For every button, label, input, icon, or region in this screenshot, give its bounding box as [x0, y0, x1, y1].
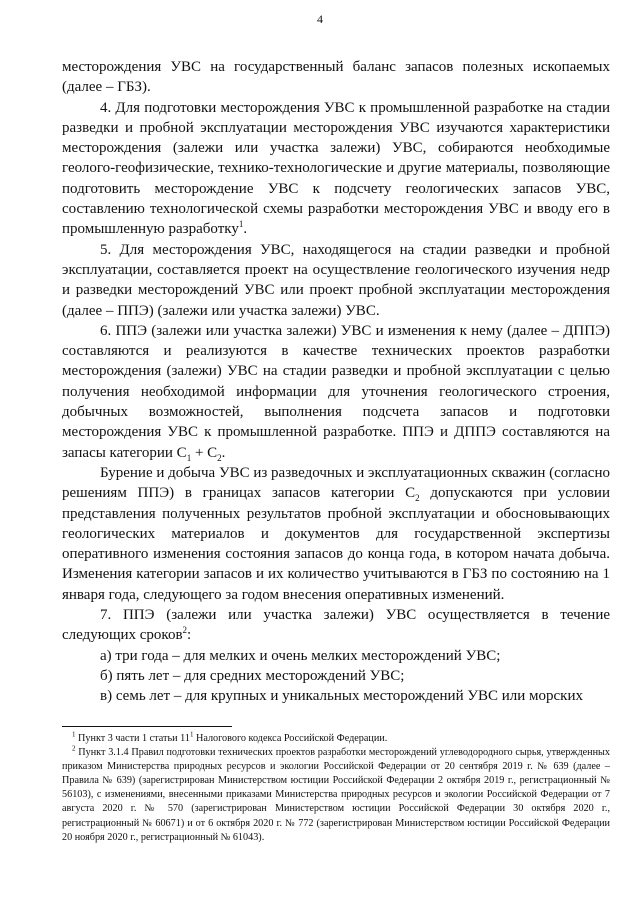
- paragraph-item-5: 5. Для месторождения УВС, находящегося на стадии разведки и пробной эксплуатации, составляется проект на осуществление геологического изучения недр и разведки месторождений УВС или проект пробной эксплуатации месторождения (далее – ППЭ) (залежи или участка залежи) УВС.: [62, 241, 610, 319]
- footnote-reference-2: 2: [182, 625, 188, 636]
- footnote-text-end: Налогового кодекса Российской Федерации.: [193, 733, 388, 744]
- paragraph-item-7: [62, 605, 610, 646]
- paragraph-end: .: [221, 444, 226, 461]
- list-item-b: б) пять лет – для средних месторождений УВС;: [100, 667, 405, 684]
- document-body: [62, 57, 610, 707]
- footnote-text: Пункт 3 части 1 статьи 11: [75, 733, 190, 744]
- list-item-c: в) семь лет – для крупных и уникальных месторождений УВС или морских: [100, 688, 583, 705]
- paragraph-end: :: [187, 627, 192, 644]
- subscript: 1: [186, 452, 192, 463]
- footnote-mark: 1: [72, 730, 76, 739]
- paragraph-text-rest: допускаются при условии представления полученных результатов пробной эксплуатации и обосновывающих геологических материалов и документов для государственной экспертизы оперативного изменения состояния запасов до конца года, в котором начата добыча. Изменения категории запасов и их количество учитываются в ГБЗ по состоянию на 1 января года, следующего за годом внесения оперативных изменений.: [62, 485, 610, 603]
- article-superscript: 1: [189, 730, 194, 739]
- paragraph-text: 7. ППЭ (залежи или участка залежи) УВС осуществляется в течение следующих сроков: [62, 607, 610, 644]
- subscript: 2: [217, 452, 222, 463]
- paragraph-end: .: [243, 221, 248, 238]
- footnote-separator: [62, 726, 232, 727]
- footnote-reference-1: 1: [238, 219, 244, 230]
- footnote-mark: 2: [72, 744, 76, 753]
- list-item-a: а) три года – для мелких и очень мелких месторождений УВС;: [100, 647, 501, 664]
- subscript: 2: [415, 493, 420, 504]
- paragraph-text: 4. Для подготовки месторождения УВС к промышленной разработке на стадии разведки и пробной эксплуатации месторождения УВС изучаются характеристики месторождения (залежи или участка залежи) УВС, собираются необходимые геолого-геофизические, технико-технологические и другие материалы, позволяющие подготовить месторождение УВС к подсчету геологических запасов УВС, составлению технологической схемы разработки месторождения УВС и вводу его в промышленную разработку: [62, 99, 610, 238]
- footnote-1: [62, 732, 610, 746]
- paragraph-item-4: [62, 98, 610, 240]
- footnote-text: Пункт 3.1.4 Правил подготовки технических проектов разработки месторождений углеводородного сырья, утвержденных приказом Министерства природных ресурсов и экологии Российской Федерации от 20 сентября 2019 г. № 639 (далее – Правила № 639) (зарегистрирован Министерством юстиции Российской Федерации 2 октября 2019 г., регистрационный № 56103), с изменениями, внесенными приказами Министерства природных ресурсов и экологии Российской Федерации от 7 августа 2020 г. № 570 (зарегистрирован Министерством юстиции Российской Федерации 30 октября 2020 г., регистрационный № 60671) и от 6 октября 2020 г. № 772 (зарегистрирован Министерством юстиции Российской Федерации 20 ноября 2020 г., регистрационный № 61043).: [62, 747, 610, 843]
- paragraph-drilling: [62, 463, 610, 605]
- footnote-2: [62, 746, 610, 845]
- paragraph-text: Бурение и добыча УВС из разведочных и эксплуатационных скважин (согласно решениям ППЭ) в границах запасов категории C: [62, 464, 610, 502]
- page-number: 4: [317, 12, 323, 26]
- paragraph-text-mid: + C: [191, 444, 218, 461]
- paragraph-text: 6. ППЭ (залежи или участка залежи) УВС и изменения к нему (далее – ДППЭ) составляются и реализуются в качестве технических проектов разработки месторождения (залежи) УВС на стадии разведки и пробной эксплуатации с целью получения необходимой информации для уточнения геологического строения, добычных возможностей, выполнения подсчета запасов и подготовки месторождения УВС к промышленной разработке. ППЭ и ДППЭ составляются на запасы категории C: [62, 322, 610, 461]
- paragraph-continuation: месторождения УВС на государственный баланс запасов полезных ископаемых (далее – ГБЗ).: [62, 59, 610, 96]
- paragraph-item-6: [62, 321, 610, 463]
- footnotes: [62, 732, 610, 845]
